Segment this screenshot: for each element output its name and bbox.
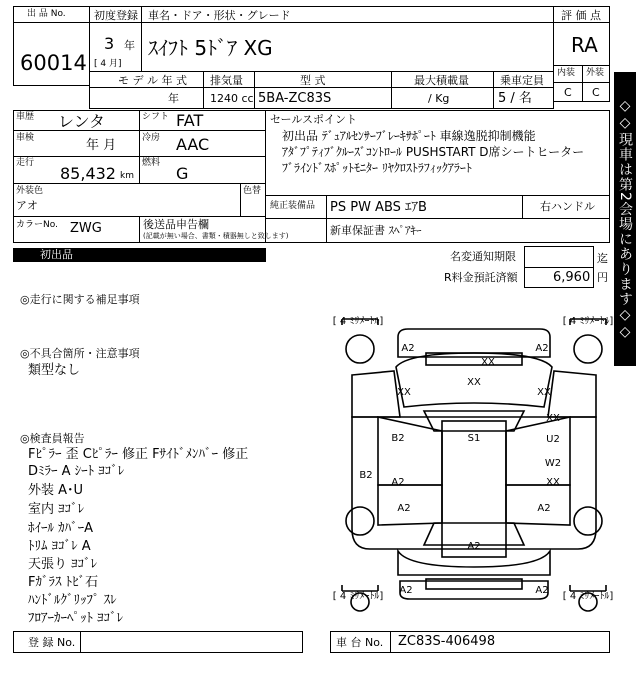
- exterior-grade: C: [592, 86, 600, 99]
- mileage-value: 85,432: [60, 164, 116, 183]
- ac-value: AAC: [176, 135, 210, 154]
- report-line: Fｶﾞﾗｽ ﾄﾋﾞ石: [28, 575, 99, 590]
- fuel-label: 燃料: [142, 158, 161, 168]
- side-banner-text: ◇◇現車は第2会場にあります◇◇: [617, 97, 633, 341]
- mark-rear-bumper-left: A2: [399, 585, 413, 596]
- report-line: 外装 A･U: [28, 483, 84, 498]
- inspector-label: ◎検査員報告: [20, 432, 85, 445]
- mark-rear-door-right-2: XX: [546, 477, 560, 488]
- mark-roof: S1: [467, 433, 481, 444]
- inspection-value: 年 月: [86, 138, 117, 153]
- passengers-label: 乗車定員: [500, 74, 544, 87]
- displacement-label: 排気量: [210, 74, 243, 87]
- mark-trunk: A2: [467, 541, 481, 552]
- mark-front-door-right-1: XX: [546, 413, 560, 424]
- mark-quarter-right: A2: [537, 503, 551, 514]
- type-value: 5BA-ZC83S: [258, 91, 332, 106]
- passengers-value: 5 / 名: [498, 91, 532, 106]
- mileage-unit: km: [120, 171, 134, 181]
- interior-grade: C: [564, 86, 572, 99]
- name-label: 車名・ドア・形状・グレード: [148, 9, 291, 22]
- docs-note: (記載が無い場合、書類・積器無しと致します): [143, 232, 289, 240]
- equip-label: 純正装備品: [270, 201, 316, 211]
- shift-label: シフト: [142, 112, 170, 122]
- exterior-label: 外装: [586, 68, 605, 78]
- grade-value: RA: [571, 33, 598, 57]
- defect-label: ◎不具合箇所・注意事項: [20, 347, 140, 360]
- capacity-label: 最大積載量: [414, 74, 469, 87]
- displacement-value: 1240 cc: [210, 92, 254, 105]
- tire-depth-br: [ 4 ﾐﾘﾒｰﾄﾙ]: [562, 591, 614, 602]
- first-reg-year: 3: [104, 34, 115, 53]
- mark-hood: XX: [467, 377, 481, 388]
- recycle-label: R料金預託済額: [444, 271, 518, 284]
- mark-quarter-left: A2: [397, 503, 411, 514]
- sales-line-3: ﾌﾞﾗｲﾝﾄﾞｽﾎﾟｯﾄﾓﾆﾀｰ ﾘﾔｸﾛｽﾄﾗﾌｨｯｸｱﾗｰﾄ: [282, 161, 472, 175]
- car-name: ｽｲﾌﾄ 5ﾄﾞｱ XG: [148, 36, 273, 60]
- color-change-mark: 色替: [243, 186, 262, 196]
- report-line: ﾄﾘﾑ ﾖｺﾞﾚ A: [28, 539, 91, 554]
- inspection-label: 車検: [16, 133, 35, 143]
- side-banner: [614, 72, 636, 366]
- report-line: Dﾐﾗｰ A ｼｰﾄ ﾖｺﾞﾚ: [28, 464, 125, 479]
- sales-line-2: ｱﾀﾞﾌﾟﾃｨﾌﾞｸﾙｰｽﾞｺﾝﾄﾛｰﾙ PUSHSTART D席シートヒーター: [282, 145, 585, 159]
- docs-label: 後送品申告欄: [143, 218, 209, 231]
- model-year-unit: 年: [168, 92, 179, 105]
- colorno-value: ZWG: [70, 221, 102, 236]
- first-listing-label: 初出品: [40, 248, 73, 261]
- tax-suffix: 迄: [597, 252, 608, 265]
- shift-value: FAT: [176, 111, 204, 130]
- mileage-label: 走行: [16, 158, 35, 168]
- grade-label: 評 価 点: [561, 9, 601, 22]
- mark-front-bumper-center: XX: [481, 357, 495, 368]
- recycle-value: 6,960: [553, 270, 591, 285]
- type-label: 型 式: [300, 74, 326, 87]
- report-line: Fﾋﾟﾗｰ 歪 Cﾋﾟﾗｰ 修正 Fｻｲﾄﾞﾒﾝﾊﾞｰ 修正: [28, 447, 249, 462]
- tire-depth-bl: [ 4 ﾐﾘﾒｰﾄﾙ]: [332, 591, 384, 602]
- lot-label: 出 品 No.: [27, 9, 66, 19]
- mark-front-fender-right: XX: [537, 387, 551, 398]
- reg-label: 登 録 No.: [28, 636, 76, 649]
- report-line: ﾌﾛｱｰｶｰﾍﾟｯﾄ ﾖｺﾞﾚ: [28, 611, 124, 626]
- running-notes-label: ◎走行に関する補足事項: [20, 293, 140, 306]
- mark-rear-door-right-1: W2: [544, 458, 562, 469]
- colorno-label: カラーNo.: [16, 220, 58, 230]
- report-line: ﾎｲｰﾙ ｶﾊﾞｰA: [28, 521, 94, 536]
- history-label: 車歴: [16, 112, 35, 122]
- first-reg-label: 初度登録: [94, 9, 138, 22]
- equip-value: PS PW ABS ｴｱB: [330, 200, 427, 215]
- tire-depth-tr: [ 4 ﾐﾘﾒｰﾄﾙ]: [562, 316, 614, 327]
- mark-door-left: B2: [391, 433, 405, 444]
- warranty-value: 新車保証書 ｽﾍﾟｱｷｰ: [330, 224, 422, 237]
- model-year-label: モ デ ル 年 式: [118, 74, 187, 87]
- mark-front-bumper-left: A2: [401, 343, 415, 354]
- mark-sill-left: B2: [359, 470, 373, 481]
- tax-label: 名変通知期限: [450, 250, 516, 263]
- interior-label: 内装: [557, 68, 576, 78]
- first-reg-month: [ 4 月]: [94, 59, 122, 69]
- tire-depth-tl: [ 4 ﾐﾘﾒｰﾄﾙ]: [332, 316, 384, 327]
- report-line: 天張り ﾖｺﾞﾚ: [28, 557, 98, 572]
- tax-deadline-box: [524, 246, 594, 268]
- history-value: レンタ: [58, 112, 105, 131]
- capacity-value: / Kg: [428, 92, 450, 105]
- handle-value: 右ハンドル: [540, 200, 595, 213]
- report-line: 室内 ﾖｺﾞﾚ: [28, 502, 85, 517]
- defect-text: 類型なし: [28, 363, 81, 378]
- ac-label: 冷房: [142, 133, 161, 143]
- car-damage-diagram: [332, 313, 614, 629]
- sales-label: セールスポイント: [270, 113, 358, 126]
- report-line: ﾊﾝﾄﾞﾙｸﾞﾘｯﾌﾟ ｽﾚ: [28, 593, 117, 608]
- recycle-unit: 円: [597, 271, 608, 284]
- mark-front-door-right-2: U2: [546, 434, 560, 445]
- color-label: 外装色: [16, 186, 44, 196]
- mark-rear-door-left: A2: [391, 477, 405, 488]
- chassis-value: ZC83S-406498: [398, 634, 496, 649]
- fuel-value: G: [176, 164, 189, 183]
- sales-line-1: 初出品 ﾃﾞｭｱﾙｾﾝｻｰﾌﾞﾚｰｷｻﾎﾟｰﾄ 車線逸脱抑制機能: [282, 129, 536, 143]
- lot-number: 60014: [20, 51, 87, 75]
- year-unit: 年: [124, 39, 135, 52]
- mark-front-bumper-right: A2: [535, 343, 549, 354]
- mark-front-fender-left: XX: [397, 387, 411, 398]
- color-value: アオ: [16, 199, 38, 212]
- chassis-label: 車 台 No.: [336, 636, 384, 649]
- mark-rear-bumper-right: A2: [535, 585, 549, 596]
